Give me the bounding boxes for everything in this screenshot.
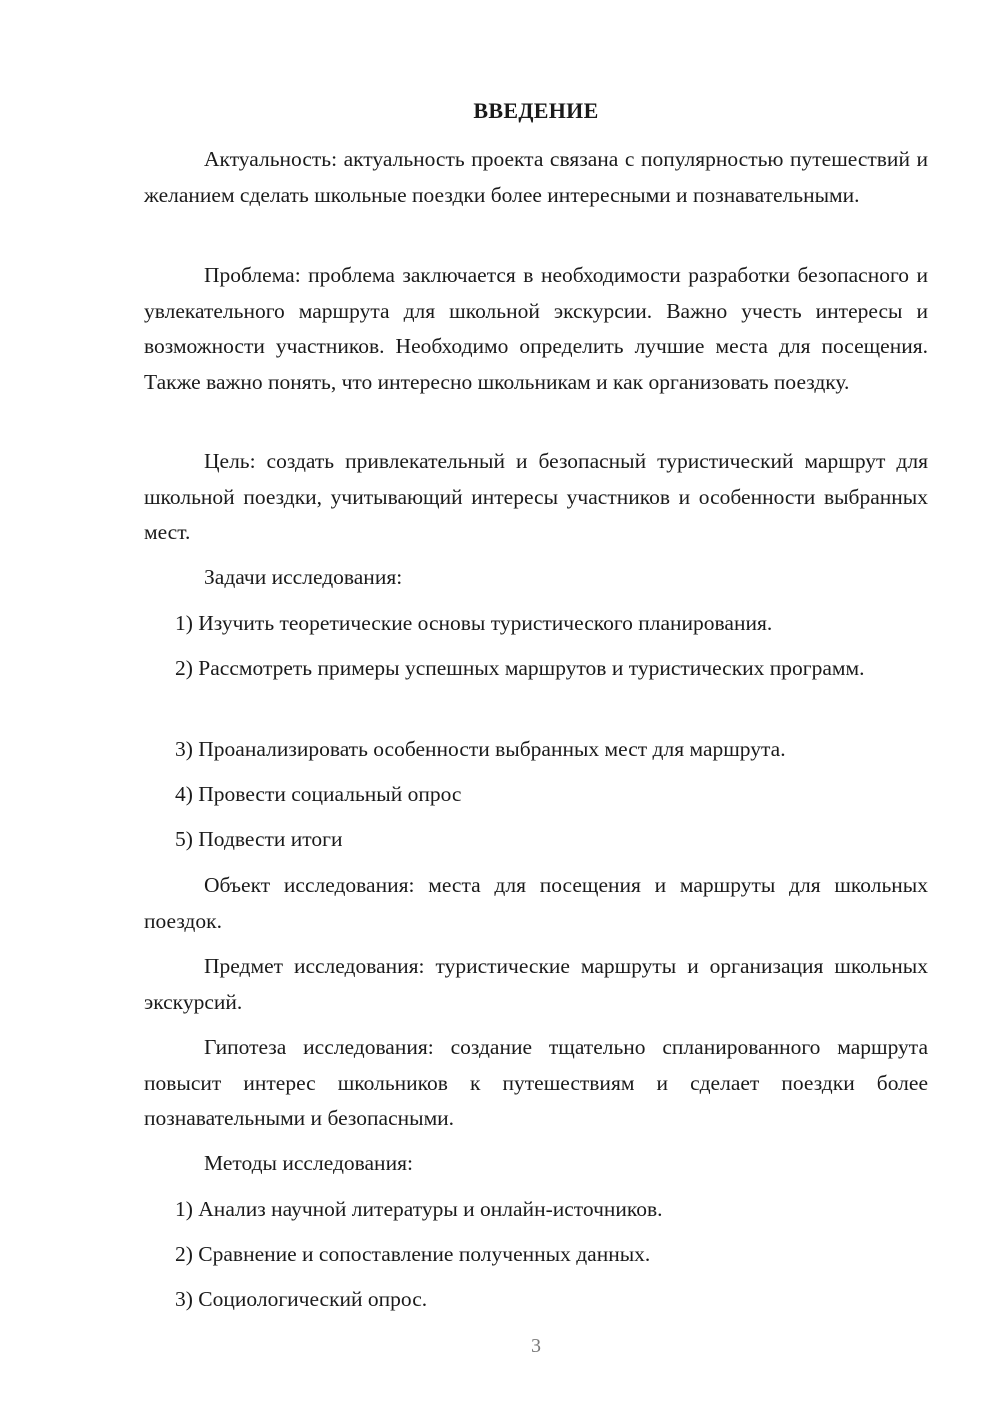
task-item: 1) Изучить теоретические основы туристического планирования. bbox=[175, 611, 773, 635]
problem-paragraph: Проблема: проблема заключается в необходимости разработки безопасного и увлекательного маршрута для школьной экскурсии. Важно учесть интересы и возможности участников. Необходимо определить лучшие места для посещения. Также важно понять, что интересно школьникам и как организовать поездку. bbox=[144, 263, 928, 394]
task-item: 5) Подвести итоги bbox=[175, 827, 343, 851]
page-title: ВВЕДЕНИЕ bbox=[473, 98, 599, 123]
subject-paragraph: Предмет исследования: туристические маршруты и организация школьных экскурсий. bbox=[144, 954, 928, 1014]
method-item: 1) Анализ научной литературы и онлайн-источников. bbox=[175, 1197, 663, 1221]
method-item: 2) Сравнение и сопоставление полученных данных. bbox=[175, 1242, 651, 1266]
tasks-heading: Задачи исследования: bbox=[204, 565, 403, 589]
document-page bbox=[144, 0, 928, 1414]
method-item: 3) Социологический опрос. bbox=[175, 1287, 428, 1311]
methods-heading: Методы исследования: bbox=[204, 1151, 413, 1175]
goal-paragraph: Цель: создать привлекательный и безопасный туристический маршрут для школьной поездки, учитывающий интересы участников и особенности выбранных мест. bbox=[144, 449, 928, 544]
hypothesis-paragraph: Гипотеза исследования: создание тщательно спланированного маршрута повысит интерес школьников к путешествиям и сделает поездки более познавательными и безопасными. bbox=[144, 1035, 928, 1130]
relevance-paragraph: Актуальность: актуальность проекта связана с популярностью путешествий и желанием сделать школьные поездки более интересными и познавательными. bbox=[144, 147, 928, 207]
task-item: 2) Рассмотреть примеры успешных маршрутов и туристических программ. bbox=[175, 656, 865, 680]
task-item: 3) Проанализировать особенности выбранных мест для маршрута. bbox=[175, 737, 786, 761]
page-number: 3 bbox=[531, 1335, 541, 1357]
task-item: 4) Провести социальный опрос bbox=[175, 782, 462, 806]
object-paragraph: Объект исследования: места для посещения и маршруты для школьных поездок. bbox=[144, 873, 928, 933]
